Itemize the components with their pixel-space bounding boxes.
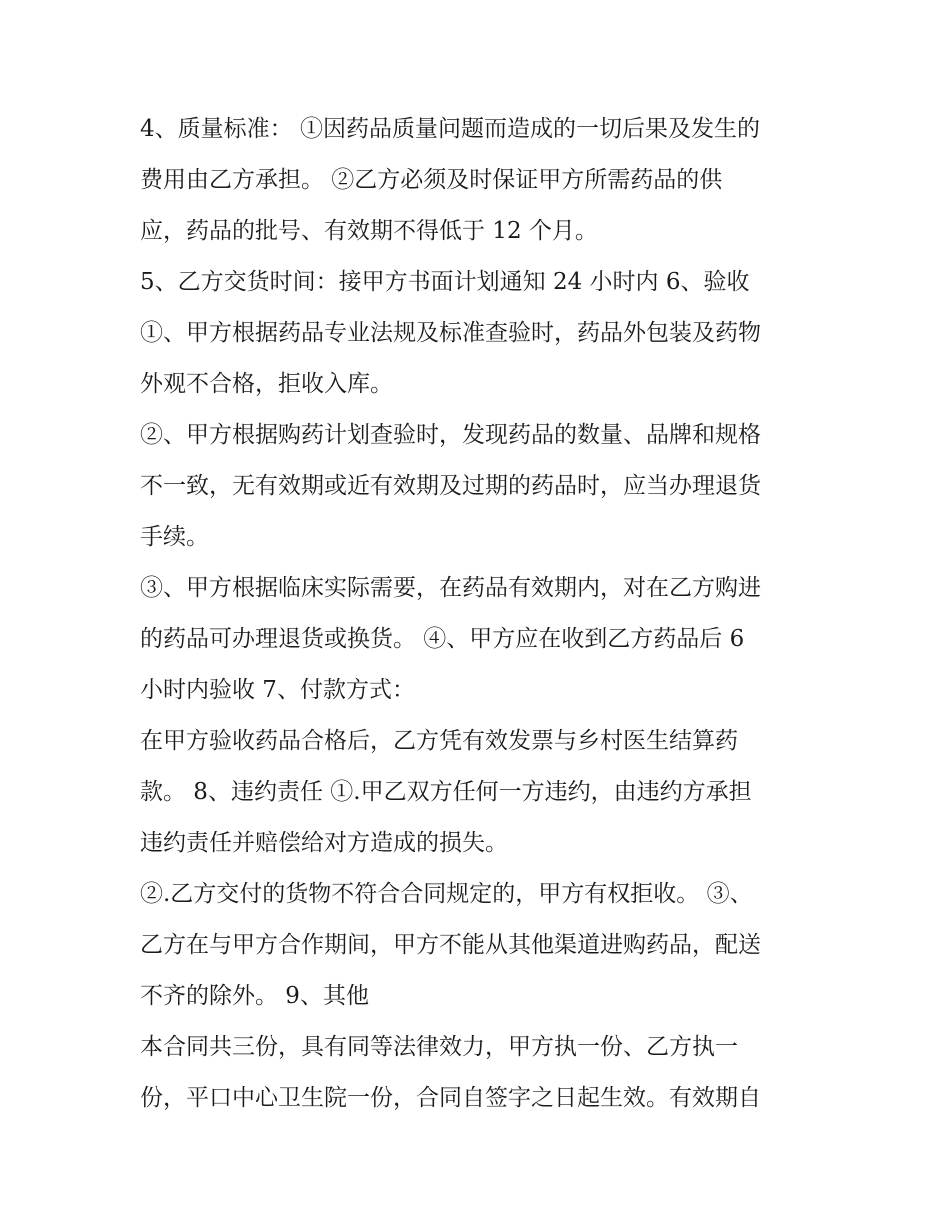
text-line-payment-method: 小时内验收 7、付款方式：: [140, 677, 415, 703]
text-line: 乙方在与甲方合作期间，甲方不能从其他渠道进购药品，配送: [140, 932, 761, 958]
text-line-delivery-time: 5、乙方交货时间：接甲方书面计划通知 24 小时内 6、验收: [140, 269, 750, 295]
text-line: 外观不合格，拒收入库。: [140, 371, 393, 397]
text-line-other: 不齐的除外。 9、其他: [140, 983, 369, 1009]
text-line: ③、甲方根据临床实际需要，在药品有效期内，对在乙方购进: [140, 575, 761, 601]
text-line: 不一致，无有效期或近有效期及过期的药品时，应当办理退货: [140, 473, 761, 499]
text-line: 在甲方验收药品合格后，乙方凭有效发票与乡村医生结算药: [140, 728, 738, 754]
text-line: 本合同共三份，具有同等法律效力，甲方执一份、乙方执一: [140, 1034, 738, 1060]
text-line: ②.乙方交付的货物不符合合同规定的，甲方有权拒收。 ③、: [140, 881, 753, 907]
text-line: ①、甲方根据药品专业法规及标准查验时，药品外包装及药物: [140, 320, 761, 346]
text-line: 违约责任并赔偿给对方造成的损失。: [140, 830, 508, 856]
text-line-breach-liability: 款。 8、违约责任 ①.甲乙双方任何一方违约，由违约方承担: [140, 779, 752, 805]
text-line: 手续。: [140, 524, 209, 550]
text-line-quality-standard: 4、质量标准： ①因药品质量问题而造成的一切后果及发生的: [140, 116, 760, 142]
text-line: 费用由乙方承担。 ②乙方必须及时保证甲方所需药品的供: [140, 167, 723, 193]
contract-text: [140, 104, 820, 1124]
text-line: 的药品可办理退货或换货。 ④、甲方应在收到乙方药品后 6: [140, 626, 745, 652]
text-line: 应，药品的批号、有效期不得低于 12 个月。: [140, 218, 598, 244]
text-line: ②、甲方根据购药计划查验时，发现药品的数量、品牌和规格: [140, 422, 761, 448]
text-line: 份，平口中心卫生院一份，合同自签字之日起生效。有效期自: [140, 1085, 761, 1111]
